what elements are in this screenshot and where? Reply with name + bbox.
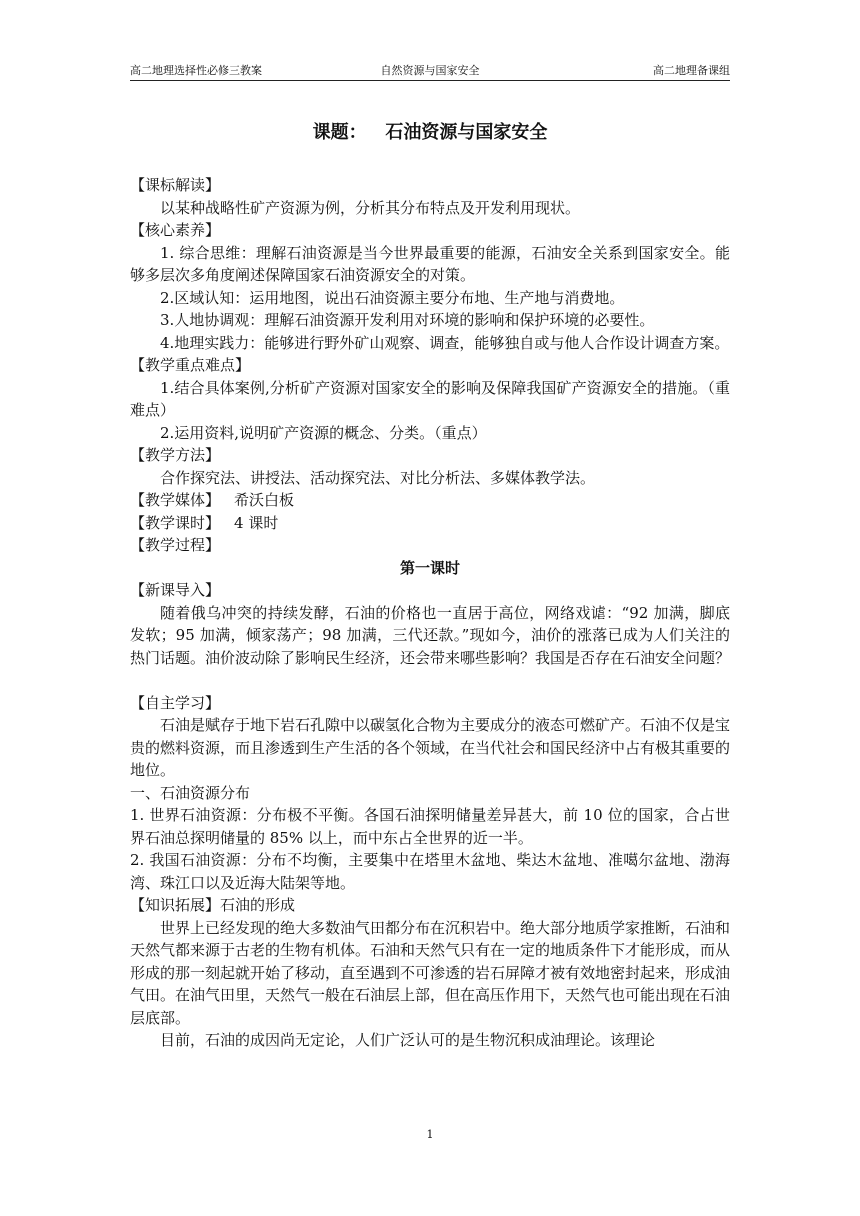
keshi-row xyxy=(130,512,730,535)
tuozhan-row xyxy=(130,894,730,917)
fangfa-text: 合作探究法、讲授法、活动探究法、对比分析法、多媒体教学法。 xyxy=(160,468,596,487)
hexin-item-1: 1. 综合思维：理解石油资源是当今世界最重要的能源，石油安全关系到国家安全。能够多层次多角度阐述保障国家石油资源安全的对策。 xyxy=(130,243,730,284)
meiti-label: 【教学媒体】 xyxy=(130,491,221,509)
page-number: 1 xyxy=(426,1128,434,1141)
header-right: 高二地理备课组 xyxy=(653,64,730,77)
section-label-fangfa: 【教学方法】 xyxy=(130,446,221,464)
tuozhan-label: 【知识拓展】 xyxy=(130,896,221,914)
section-label-zhongdian: 【教学重点难点】 xyxy=(130,356,251,374)
fenbu-item-1: 1. 世界石油资源：分布极不平衡。各国石油探明储量差异甚大，前 10 位的国家，合占世界石油总探明储量的 85% 以上，而中东占全世界的近一半。 xyxy=(130,806,730,847)
tuozhan-title: 石油的形成 xyxy=(220,896,296,914)
document-body xyxy=(130,174,730,1052)
page-header xyxy=(130,62,730,80)
blank-line xyxy=(130,669,730,692)
tuozhan-paragraph-1: 世界上已经发现的绝大多数油气田都分布在沉积岩中。绝大部分地质学家推断，石油和天然气都来源于古老的生物有机体。石油和天然气只有在一定的地质条件下才能形成，而从形成的那一刻起就开始了移动，直至遇到不可渗透的岩石屏障才被有效地密封起来，形成油气田。在油气田里，天然气一般在石油层上部，但在高压作用下，天然气也可能出现在石油层底部。 xyxy=(130,918,731,1027)
meiti-row xyxy=(130,489,730,512)
tuozhan-paragraph-2: 目前，石油的成因尚无定论，人们广泛认可的是生物沉积成油理论。该理论 xyxy=(160,1031,656,1049)
zhongdian-item-2: 2.运用资料,说明矿产资源的概念、分类。（重点） xyxy=(160,423,487,442)
daoru-text: 随着俄乌冲突的持续发酵，石油的价格也一直居于高位，网络戏谑：“92 加满，脚底发软；95 加满，倾家荡产；98 加满，三代还款。”现如今，油价的涨落已成为人们关注的热门话题。油价波动除了影响民生经济，还会带来哪些影响？我国是否存在石油安全问题？ xyxy=(130,603,731,667)
section-label-daoru: 【新课导入】 xyxy=(130,581,221,599)
section-label-hexin: 【核心素养】 xyxy=(130,221,221,239)
hexin-item-4: 4.地理实践力：能够进行野外矿山观察、调查，能够独自或与他人合作设计调查方案。 xyxy=(160,333,730,352)
zizhu-text: 石油是赋存于地下岩石孔隙中以碳氢化合物为主要成分的液态可燃矿产。石油不仅是宝贵的燃料资源，而且渗透到生产生活的各个领域，在当代社会和国民经济中占有极其重要的地位。 xyxy=(130,716,731,779)
section-label-kebiao: 【课标解读】 xyxy=(130,176,221,194)
keshi-label: 【教学课时】 xyxy=(130,513,221,532)
first-lesson-heading: 第一课时 xyxy=(399,558,460,577)
section-label-zizhu: 【自主学习】 xyxy=(130,693,221,712)
hexin-item-3: 3.人地协调观：理解石油资源开发利用对环境的影响和保护环境的必要性。 xyxy=(160,311,655,329)
header-divider xyxy=(130,80,730,81)
fenbu-item-2: 2. 我国石油资源：分布不均衡，主要集中在塔里木盆地、柴达木盆地、准噶尔盆地、渤海湾、珠江口以及近海大陆架等地。 xyxy=(130,851,730,892)
fenbu-heading: 一、石油资源分布 xyxy=(130,783,251,802)
section-label-guocheng: 【教学过程】 xyxy=(130,536,221,554)
hexin-item-2: 2.区域认知：运用地图，说出石油资源主要分布地、生产地与消费地。 xyxy=(160,288,625,307)
page-title: 课题： 石油资源与国家安全 xyxy=(312,122,548,143)
header-left: 高二地理选择性必修三教案 xyxy=(130,64,262,77)
meiti-value: 希沃白板 xyxy=(234,491,295,509)
zhongdian-item-1: 1.结合具体案例,分析矿产资源对国家安全的影响及保障我国矿产资源安全的措施。（重难点） xyxy=(130,378,730,419)
header-center: 自然资源与国家安全 xyxy=(380,64,480,77)
kebiao-text: 以某种战略性矿产资源为例，分析其分布特点及开发利用现状。 xyxy=(160,198,581,217)
keshi-value: 4 课时 xyxy=(234,513,279,532)
